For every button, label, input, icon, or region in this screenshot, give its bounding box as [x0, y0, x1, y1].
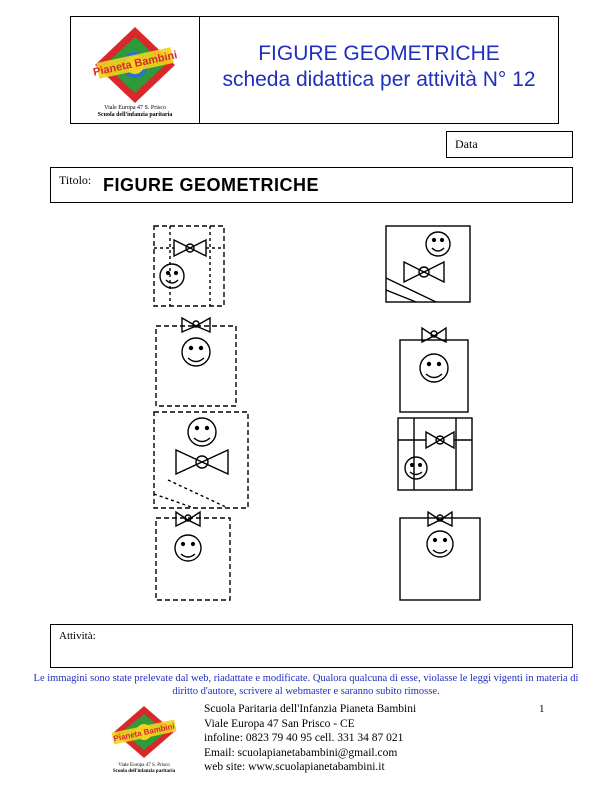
page-number: 1: [539, 703, 545, 715]
bow-icon: [176, 512, 200, 526]
face-icon: [175, 535, 201, 561]
footer-website[interactable]: web site: www.scuolapianetabambini.it: [204, 761, 385, 773]
activity-label: Attività:: [59, 630, 96, 642]
face-icon: [188, 418, 216, 446]
date-field[interactable]: [446, 131, 573, 158]
face-icon: [426, 232, 450, 256]
activity-field[interactable]: [50, 624, 573, 668]
footer-logo-tagline: Scuola dell'infanzia paritaria: [112, 769, 176, 774]
title-line-2: scheda didattica per attività N° 12: [222, 68, 536, 91]
copyright-disclaimer: Le immagini sono state prelevate dal web, riadattate e modificate. Qualora qualcuna di esse, violasse le leggi vigenti in materia di diritto d'autore, scrivere al webmaster e saranno subito rimosse.: [33, 673, 579, 697]
title-line-1: FIGURE GEOMETRICHE: [258, 42, 500, 65]
face-icon: [420, 354, 448, 382]
face-icon: [427, 531, 453, 557]
page-title: [200, 41, 558, 93]
footer-school-name: Scuola Paritaria dell'Infanzia Pianeta Bambini: [204, 703, 417, 715]
school-logo: [83, 23, 187, 119]
worksheet-title: FIGURE GEOMETRICHE: [103, 175, 320, 195]
gift-box-figure: [400, 340, 468, 412]
header-box: [70, 16, 559, 124]
bow-icon: [386, 262, 444, 302]
worksheet-illustration: [148, 218, 488, 608]
logo-brand-text: Pianeta Bambini: [92, 49, 179, 79]
footer-contact-info: [204, 702, 416, 775]
logo-tagline-text: Scuola dell'infanzia paritaria: [97, 112, 173, 118]
footer-email[interactable]: Email: scuolapianetabambini@gmail.com: [204, 746, 398, 759]
title-label: Titolo:: [59, 173, 92, 187]
date-label: Data: [455, 137, 478, 151]
title-field: [50, 167, 573, 203]
bow-icon: [398, 418, 472, 490]
footer-school-logo: [96, 704, 192, 774]
face-icon: [405, 457, 427, 479]
bow-icon: [182, 318, 210, 332]
footer-phones: infoline: 0823 79 40 95 cell. 331 34 87 021: [204, 732, 404, 744]
footer-logo-address: Viale Europa 47 S. Prisco: [118, 763, 170, 768]
gift-box-figure: [398, 418, 472, 490]
gift-box-figure: [400, 518, 480, 600]
logo-address-text: Viale Europa 47 S. Prisco: [104, 105, 166, 111]
face-icon: [182, 338, 210, 366]
gift-box-figure: [156, 518, 230, 600]
bow-icon: [154, 450, 228, 508]
footer-address: Viale Europa 47 San Prisco - CE: [204, 717, 355, 730]
footer-logo-brand: Pianeta Bambini: [112, 721, 176, 744]
face-icon: [160, 264, 184, 288]
bow-icon: [428, 512, 452, 526]
gift-box-figure: [154, 412, 248, 508]
